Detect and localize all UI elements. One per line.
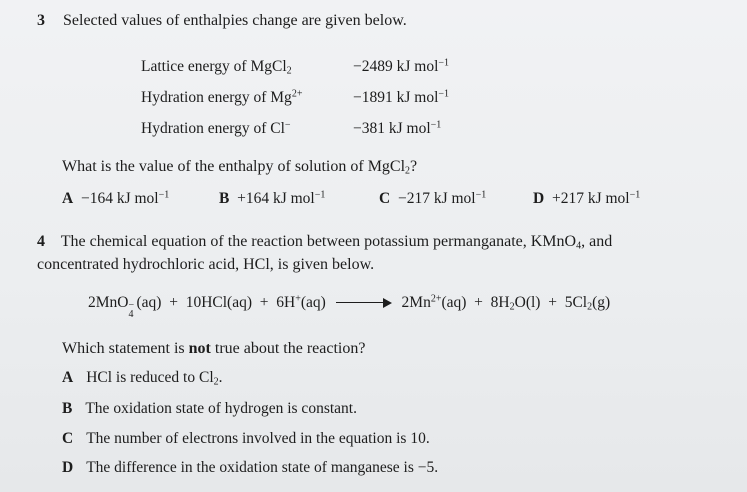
option-letter: A xyxy=(62,190,74,207)
eq-term: 2Mn xyxy=(401,294,431,311)
table-row-mg-value xyxy=(353,89,449,107)
stem-text: The chemical equation of the reaction between potassium permanganate, KMnO xyxy=(60,233,577,250)
table-row-cl-label xyxy=(141,120,291,138)
eq-plus: + xyxy=(169,294,178,311)
option-sub: 2 xyxy=(213,376,219,388)
eq-state: (g) xyxy=(592,294,611,311)
prompt-text: Which statement is xyxy=(62,340,189,357)
option-text: +164 kJ mol xyxy=(237,190,315,207)
row-value-text: −1891 kJ mol xyxy=(353,89,439,106)
option-text: −217 kJ mol xyxy=(397,190,476,207)
eq-reactants: 2MnO − 4 (aq) + 10HCl(aq) + 6H+(aq) xyxy=(88,293,326,320)
prompt-tail: true about the reaction? xyxy=(210,340,366,357)
stem-sub: 4 xyxy=(576,240,582,252)
option-letter: A xyxy=(62,369,74,386)
option-4c[interactable] xyxy=(62,430,430,448)
table-row-lattice-value xyxy=(353,58,449,76)
question-3-prompt xyxy=(62,158,417,176)
eq-state: O(l) xyxy=(514,294,541,311)
row-label-sub: 2 xyxy=(286,65,292,77)
option-3b[interactable] xyxy=(219,190,325,208)
eq-term: 6H xyxy=(276,294,296,311)
eq-sup: + xyxy=(295,293,301,305)
eq-state: (aq) xyxy=(136,294,162,311)
option-text: The number of electrons involved in the equation is 10. xyxy=(86,430,430,447)
reaction-arrow-icon xyxy=(336,298,392,308)
eq-term: 2MnO xyxy=(88,294,129,311)
option-text: The difference in the oxidation state of manganese is −5. xyxy=(86,459,439,476)
option-4a[interactable] xyxy=(62,369,223,387)
option-text: The oxidation state of hydrogen is constant. xyxy=(85,400,357,417)
option-letter: C xyxy=(62,430,74,447)
option-sup: −1 xyxy=(314,189,326,201)
option-letter: C xyxy=(379,190,391,207)
option-letter: B xyxy=(219,190,230,207)
question-4-number: 4 xyxy=(37,233,45,250)
question-4-stem-line2: concentrated hydrochloric acid, HCl, is given below. xyxy=(37,256,375,273)
eq-sub: 2 xyxy=(509,301,515,313)
question-4-lead xyxy=(37,233,612,251)
row-value-sup: −1 xyxy=(438,88,450,100)
question-4-stem-line1 xyxy=(37,233,665,251)
row-label-sup: 2+ xyxy=(291,88,303,100)
question-3-number: 3 xyxy=(37,12,45,29)
row-label-text: Hydration energy of Mg xyxy=(141,89,292,106)
row-label-text: Lattice energy of MgCl xyxy=(141,58,287,75)
row-value-sup: −1 xyxy=(438,57,450,69)
option-sup: −1 xyxy=(475,189,487,201)
option-sup: −1 xyxy=(629,189,641,201)
stem-tail: , and xyxy=(581,233,613,250)
option-3c[interactable] xyxy=(379,190,486,208)
prompt-tail: ? xyxy=(410,158,418,175)
eq-term: 8H xyxy=(490,294,510,311)
eq-term: 10HCl(aq) xyxy=(185,294,252,311)
prompt-emphasis: not xyxy=(188,340,211,357)
eq-plus: + xyxy=(259,294,269,311)
eq-sup: 2+ xyxy=(430,293,442,305)
table-row-mg-label xyxy=(141,89,302,107)
eq-term: 5Cl xyxy=(564,294,588,311)
eq-sub: 2 xyxy=(587,301,593,313)
row-label-sup: − xyxy=(284,119,291,131)
question-4-prompt xyxy=(62,340,365,358)
row-value-text: −2489 kJ mol xyxy=(353,58,439,75)
eq-products xyxy=(402,294,611,311)
option-letter: D xyxy=(62,459,74,476)
prompt-sub: 2 xyxy=(405,165,411,177)
option-4d[interactable] xyxy=(62,459,438,477)
option-text: +217 kJ mol xyxy=(551,190,630,207)
option-sup: −1 xyxy=(158,189,170,201)
option-text: HCl is reduced to Cl xyxy=(86,369,214,386)
option-tail: . xyxy=(218,369,223,386)
option-letter: D xyxy=(533,190,545,207)
chemical-equation xyxy=(88,293,611,320)
option-3d[interactable] xyxy=(533,190,640,208)
option-letter: B xyxy=(62,400,73,417)
row-value-text: −381 kJ mol xyxy=(353,120,431,137)
eq-state: (aq) xyxy=(441,294,467,311)
option-3a[interactable] xyxy=(62,190,169,208)
option-4b[interactable] xyxy=(62,400,357,418)
table-row-cl-value xyxy=(353,120,441,138)
question-3-header xyxy=(37,12,407,30)
prompt-text: What is the value of the enthalpy of solution of MgCl xyxy=(62,158,406,175)
eq-plus: + xyxy=(548,294,557,311)
eq-state: (aq) xyxy=(300,294,326,311)
row-label-text: Hydration energy of Cl xyxy=(141,120,285,137)
eq-plus: + xyxy=(474,294,483,311)
table-row-lattice-label xyxy=(141,58,292,76)
question-3-stem: Selected values of enthalpies change are given below. xyxy=(63,12,407,29)
option-text: −164 kJ mol xyxy=(80,190,159,207)
row-value-sup: −1 xyxy=(430,119,442,131)
